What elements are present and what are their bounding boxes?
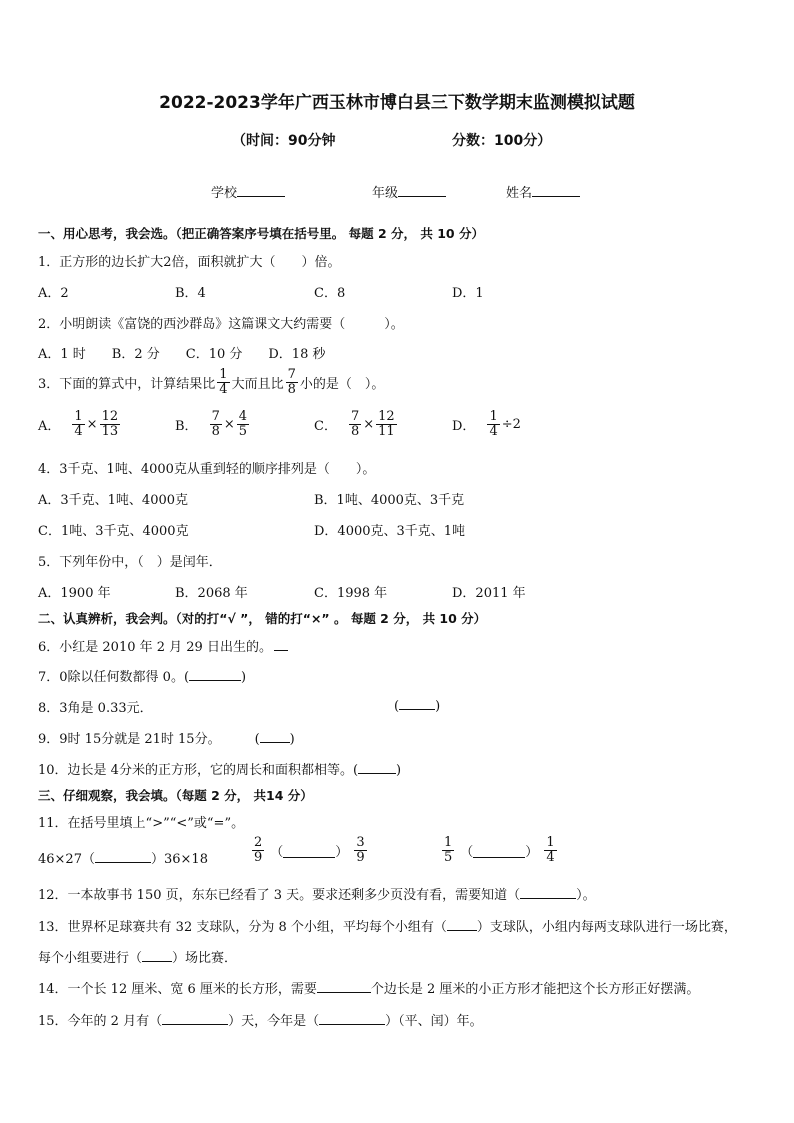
question-13-cont: 每个小组要进行（ ）场比赛．	[38, 951, 238, 966]
q9-answer-blank[interactable]	[260, 730, 290, 743]
question-3: 3．下面的算式中，计算结果比 $\frac{1}{4}$ 大而且比 $\frac{7}{8}$ 小的是（ ）。	[38, 367, 385, 397]
grade-field: 年级	[372, 182, 446, 201]
q2-options[interactable]: A．1 时 B．2 分 C．10 分 D．18 秒	[38, 347, 326, 362]
question-9: 9．9时 15分就是 21时 15分。 ( )	[38, 732, 295, 747]
exam-score: 分数：100分）	[452, 133, 552, 149]
q3-option-d[interactable]: D． $\frac{1}{4}$ ÷2	[452, 409, 521, 439]
q11-blank-2[interactable]	[283, 843, 335, 858]
q11-blank-3[interactable]	[473, 843, 525, 858]
q11-blank-1[interactable]	[95, 850, 151, 863]
q11-compare-2: $\frac{2}{9}$ （ ） $\frac{3}{9}$	[254, 835, 365, 865]
q3-option-a[interactable]: A． $\frac{1}{4}$ × $\frac{12}{13}$	[38, 409, 119, 439]
section-1-heading: 一、用心思考，我会选。（把正确答案序号填在括号里。 每题 2 分， 共 10 分）	[38, 226, 484, 241]
q4-option-b[interactable]: B．1吨、4000克、3千克	[314, 493, 465, 508]
question-1: 1．正方形的边长扩大2倍，面积就扩大（ ）倍。	[38, 255, 341, 270]
q11-compare-3: $\frac{1}{5}$ （ ） $\frac{1}{4}$	[444, 835, 555, 865]
q15-blank-2[interactable]	[319, 1012, 385, 1025]
q11-compare-1: 46×27（ ）36×18	[38, 852, 208, 867]
q1-option-c[interactable]: C．8	[314, 286, 346, 301]
question-4: 4．3千克、1吨、4000克从重到轻的顺序排列是（ ）。	[38, 462, 376, 477]
school-field: 学校	[211, 182, 285, 201]
q15-blank-1[interactable]	[162, 1012, 228, 1025]
q12-answer-blank[interactable]	[520, 886, 576, 899]
question-13: 13．世界杯足球赛共有 32 支球队，分为 8 个小组，平均每个小组有（ ）支球队，小组内每两支球队进行一场比赛，	[38, 920, 737, 935]
name-blank[interactable]	[532, 184, 580, 197]
section-3-heading: 三、仔细观察，我会填。（每题 2 分， 共14 分）	[38, 788, 313, 803]
q5-option-c[interactable]: C．1998 年	[314, 586, 388, 601]
q5-option-a[interactable]: A．1900 年	[38, 586, 111, 601]
question-10: 10．边长是 4分米的正方形，它的周长和面积都相等。( )	[38, 763, 402, 778]
q4-option-a[interactable]: A．3千克、1吨、4000克	[38, 493, 189, 508]
grade-blank[interactable]	[398, 184, 446, 197]
q4-option-c[interactable]: C．1吨、3千克、4000克	[38, 524, 189, 539]
fraction-seven-eighths: $\frac{7}{8}$	[287, 367, 296, 397]
q1-option-a[interactable]: A．2	[38, 286, 69, 301]
q3-option-b[interactable]: B． $\frac{7}{8}$ × $\frac{4}{5}$	[175, 409, 248, 439]
question-2: 2．小明朗读《富饶的西沙群岛》这篇课文大约需要（ ）。	[38, 317, 404, 332]
section-2-heading: 二、认真辨析，我会判。（对的打“√ ”， 错的打“×” 。 每题 2 分， 共 10 分）	[38, 611, 487, 626]
q5-option-d[interactable]: D．2011 年	[452, 586, 526, 601]
name-field: 姓名	[506, 182, 580, 201]
q5-option-b[interactable]: B．2068 年	[175, 586, 248, 601]
q1-option-d[interactable]: D．1	[452, 286, 484, 301]
q4-option-d[interactable]: D．4000克、3千克、1吨	[314, 524, 466, 539]
page-title: 2022-2023学年广西玉林市博白县三下数学期末监测模拟试题	[159, 93, 635, 113]
question-12: 12．一本故事书 150 页，东东已经看了 3 天。要求还剩多少页没有看，需要知道（ ）。	[38, 888, 596, 903]
q8-answer: ( )	[394, 699, 441, 714]
q1-option-b[interactable]: B．4	[175, 286, 206, 301]
question-14: 14．一个长 12 厘米、宽 6 厘米的长方形，需要 个边长是 2 厘米的小正方形才能把这个长方形正好摆满。	[38, 982, 700, 997]
q3-option-c[interactable]: C． $\frac{7}{8}$ × $\frac{12}{11}$	[314, 409, 395, 439]
q14-answer-blank[interactable]	[317, 980, 371, 993]
q6-answer-blank[interactable]	[274, 638, 288, 651]
question-5: 5．下列年份中，（ ）是闰年．	[38, 555, 222, 570]
question-8: 8．3角是 0.33元．	[38, 701, 153, 716]
fraction-one-quarter: $\frac{1}{4}$	[219, 367, 228, 397]
q8-answer-blank[interactable]	[399, 697, 435, 710]
q10-answer-blank[interactable]	[358, 761, 396, 774]
question-6: 6．小红是 2010 年 2 月 29 日出生的。	[38, 636, 288, 655]
q13-blank-1[interactable]	[447, 918, 477, 931]
question-11: 11．在括号里填上“>”“<”或“=”。	[38, 816, 245, 831]
question-7: 7．0除以任何数都得 0。( )	[38, 670, 247, 685]
exam-time: （时间：90分钟	[232, 133, 336, 149]
q7-answer-blank[interactable]	[189, 668, 241, 681]
q13-blank-2[interactable]	[142, 949, 172, 962]
school-blank[interactable]	[237, 184, 285, 197]
question-15: 15．今年的 2 月有（ ）天，今年是（ ）（平、闰）年。	[38, 1014, 483, 1029]
